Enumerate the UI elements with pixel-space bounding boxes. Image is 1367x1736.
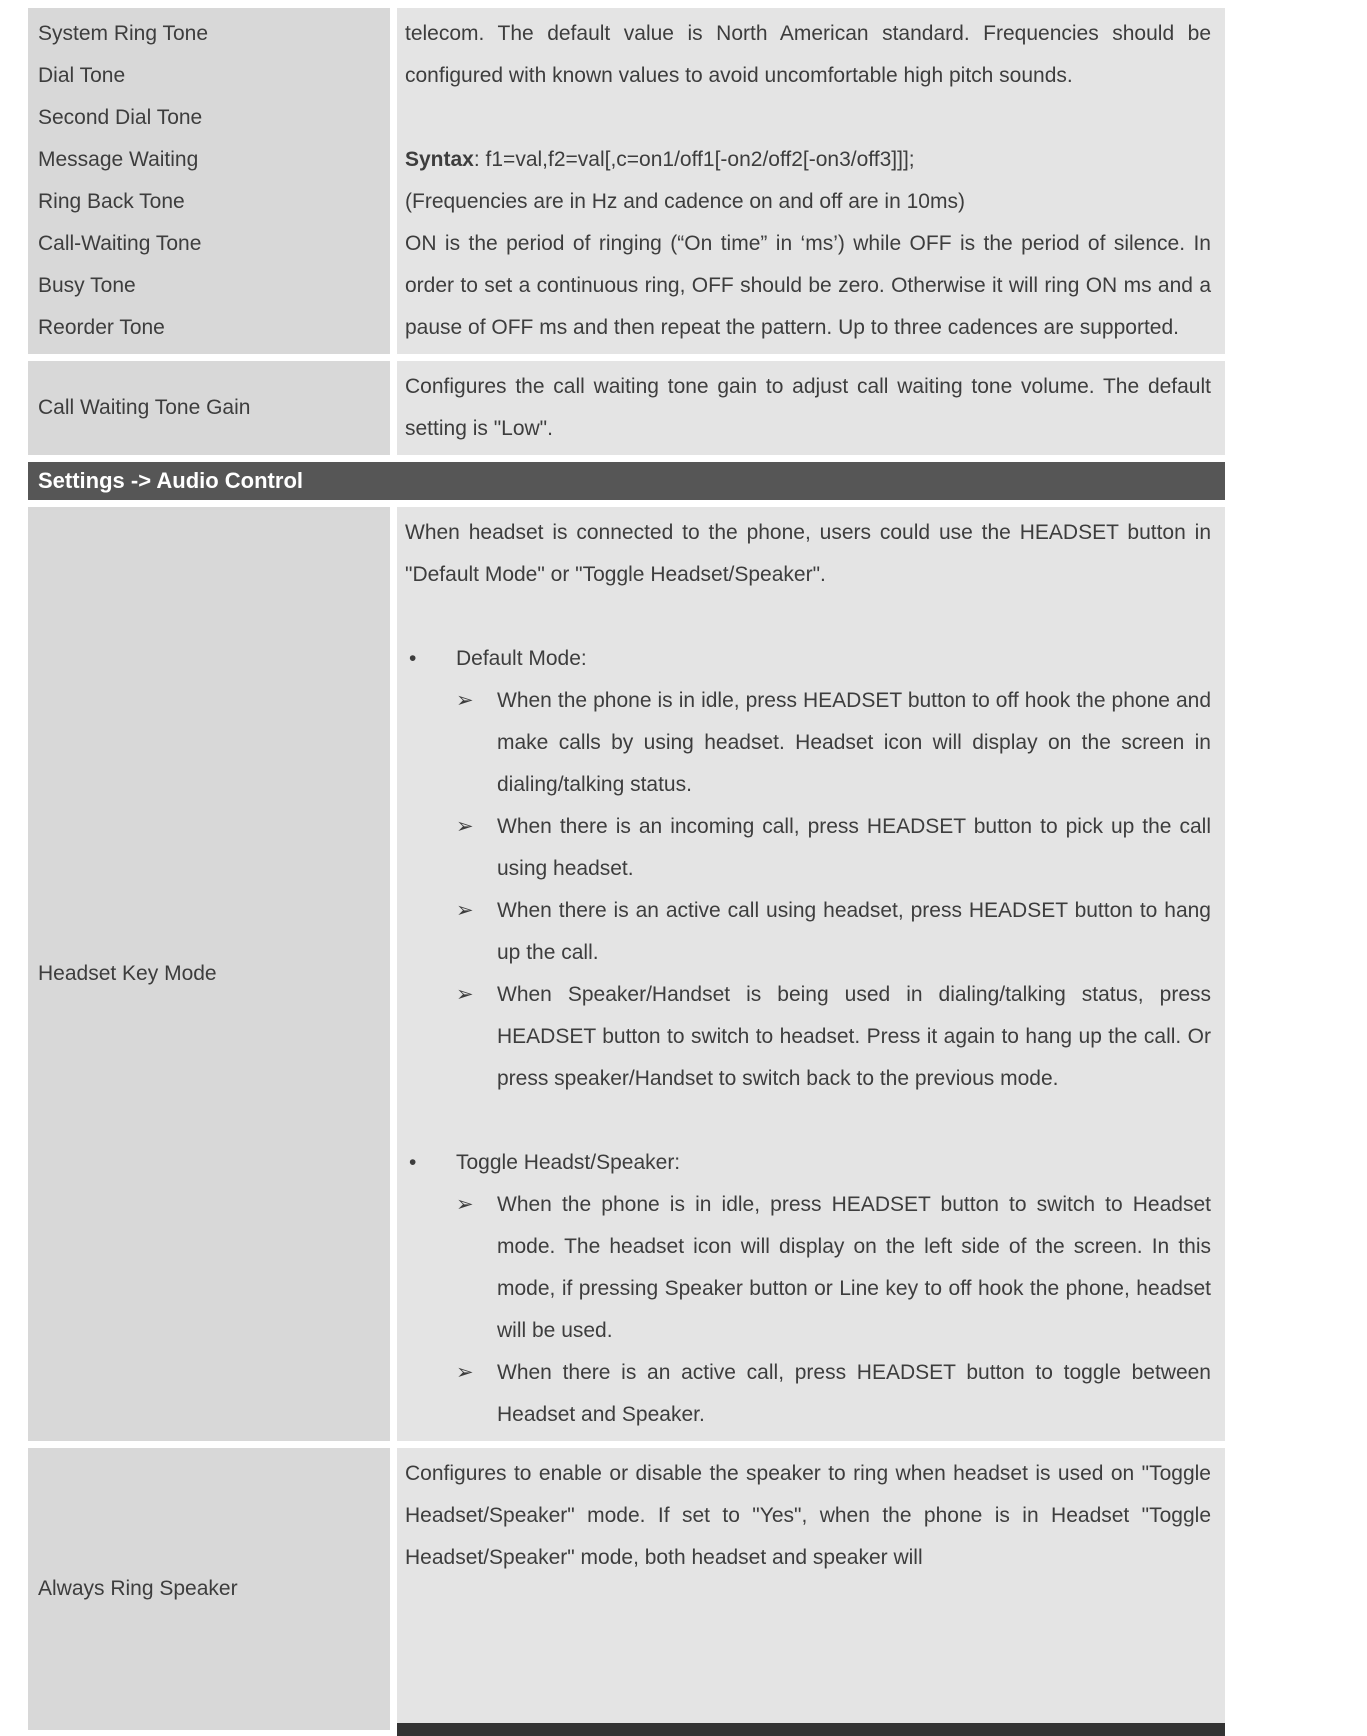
section-header-label: Settings -> Audio Control xyxy=(38,468,303,493)
description-cell xyxy=(397,361,1225,455)
description-paragraph: ON is the period of ringing (“On time” in ‘ms’) while OFF is the period of silence. In order to set a continuous ring, OFF should be zero. Otherwise it will ring ON ms and a pause of OFF ms and then repeat the pattern. Up to three cadences are supported. xyxy=(405,232,1211,339)
param-label: Dial Tone xyxy=(38,64,126,87)
description-paragraph: Configures the call waiting tone gain to adjust call waiting tone volume. The default setting is "Low". xyxy=(405,375,1211,440)
paragraph-spacer xyxy=(405,1100,1211,1142)
description-paragraph: Configures to enable or disable the speaker to ring when headset is used on "Toggle Headset/Speaker" mode. If set to "Yes", when the phone is in Headset "Toggle Headset/Speaker" mode, both headset and speaker will xyxy=(405,1462,1211,1569)
description-cell xyxy=(397,507,1225,1441)
param-cell xyxy=(28,507,390,1441)
param-label-group xyxy=(38,953,380,995)
description-paragraph: Syntax: f1=val,f2=val[,c=on1/off1[-on2/off2[-on3/off3]]]; xyxy=(405,148,915,171)
description-paragraph: When headset is connected to the phone, users could use the HEADSET button in "Default Mode" or "Toggle Headset/Speaker". xyxy=(405,521,1211,586)
sub-bullet-item xyxy=(405,890,1211,974)
param-label: Reorder Tone xyxy=(38,316,165,339)
arrow-marker: ➢ xyxy=(456,1193,474,1216)
sub-bullet-text: When the phone is in idle, press HEADSET button to switch to Headset mode. The headset icon will display on the left side of the screen. In this mode, if pressing Speaker button or Line key to off hook the phone, headset will be used. xyxy=(497,1193,1211,1342)
sub-bullet-text: When there is an active call, press HEADSET button to toggle between Headset and Speaker. xyxy=(497,1361,1211,1426)
bullet-marker: • xyxy=(409,647,417,670)
param-label: Headset Key Mode xyxy=(38,962,217,985)
arrow-marker: ➢ xyxy=(456,899,474,922)
param-label: Always Ring Speaker xyxy=(38,1577,238,1600)
param-label: Ring Back Tone xyxy=(38,190,185,213)
arrow-marker: ➢ xyxy=(456,1361,474,1384)
param-label-group xyxy=(38,13,380,349)
sub-bullet-text: When the phone is in idle, press HEADSET button to off hook the phone and make calls by using headset. Headset icon will display on the screen in dialing/talking status. xyxy=(497,689,1211,796)
arrow-marker: ➢ xyxy=(456,983,474,1006)
bold-term: Syntax xyxy=(405,148,474,171)
clipped-next-content-strip xyxy=(397,1723,1225,1736)
description-cell xyxy=(397,1448,1225,1730)
param-cell xyxy=(28,8,390,354)
sub-bullet-item xyxy=(405,806,1211,890)
arrow-marker: ➢ xyxy=(456,689,474,712)
bullet-text: Default Mode: xyxy=(456,647,587,670)
paragraph-spacer xyxy=(405,596,1211,638)
bullet-item xyxy=(405,1142,1211,1184)
table-row xyxy=(28,1448,1225,1730)
description-cell xyxy=(397,8,1225,354)
table-row xyxy=(28,507,1225,1441)
sub-bullet-item xyxy=(405,1184,1211,1352)
sub-bullet-item xyxy=(405,680,1211,806)
param-label: Message Waiting xyxy=(38,148,199,171)
param-label: System Ring Tone xyxy=(38,22,209,45)
param-label-group xyxy=(38,387,380,429)
arrow-marker: ➢ xyxy=(456,815,474,838)
bullet-text: Toggle Headst/Speaker: xyxy=(456,1151,681,1174)
bullet-item xyxy=(405,638,1211,680)
bullet-marker: • xyxy=(409,1151,417,1174)
description-paragraph: telecom. The default value is North American standard. Frequencies should be configured with known values to avoid uncomfortable high pitch sounds. xyxy=(405,22,1211,87)
sub-bullet-item xyxy=(405,974,1211,1100)
param-label: Second Dial Tone xyxy=(38,106,203,129)
settings-table xyxy=(28,8,1225,1730)
param-cell xyxy=(28,1448,390,1730)
description-paragraph: (Frequencies are in Hz and cadence on and off are in 10ms) xyxy=(405,190,965,213)
paragraph-spacer xyxy=(405,97,1211,139)
sub-bullet-item xyxy=(405,1352,1211,1436)
param-label-group xyxy=(38,1568,380,1610)
param-cell xyxy=(28,361,390,455)
sub-bullet-text: When there is an incoming call, press HEADSET button to pick up the call using headset. xyxy=(497,815,1211,880)
table-row xyxy=(28,361,1225,455)
sub-bullet-text: When Speaker/Handset is being used in dialing/talking status, press HEADSET button to switch to headset. Press it again to hang up the call. Or press speaker/Handset to switch back to the previous mode. xyxy=(497,983,1211,1090)
section-header xyxy=(28,462,1225,500)
param-label: Busy Tone xyxy=(38,274,136,297)
table-row xyxy=(28,8,1225,354)
param-label: Call-Waiting Tone xyxy=(38,232,202,255)
sub-bullet-text: When there is an active call using headset, press HEADSET button to hang up the call. xyxy=(497,899,1211,964)
param-label: Call Waiting Tone Gain xyxy=(38,396,251,419)
